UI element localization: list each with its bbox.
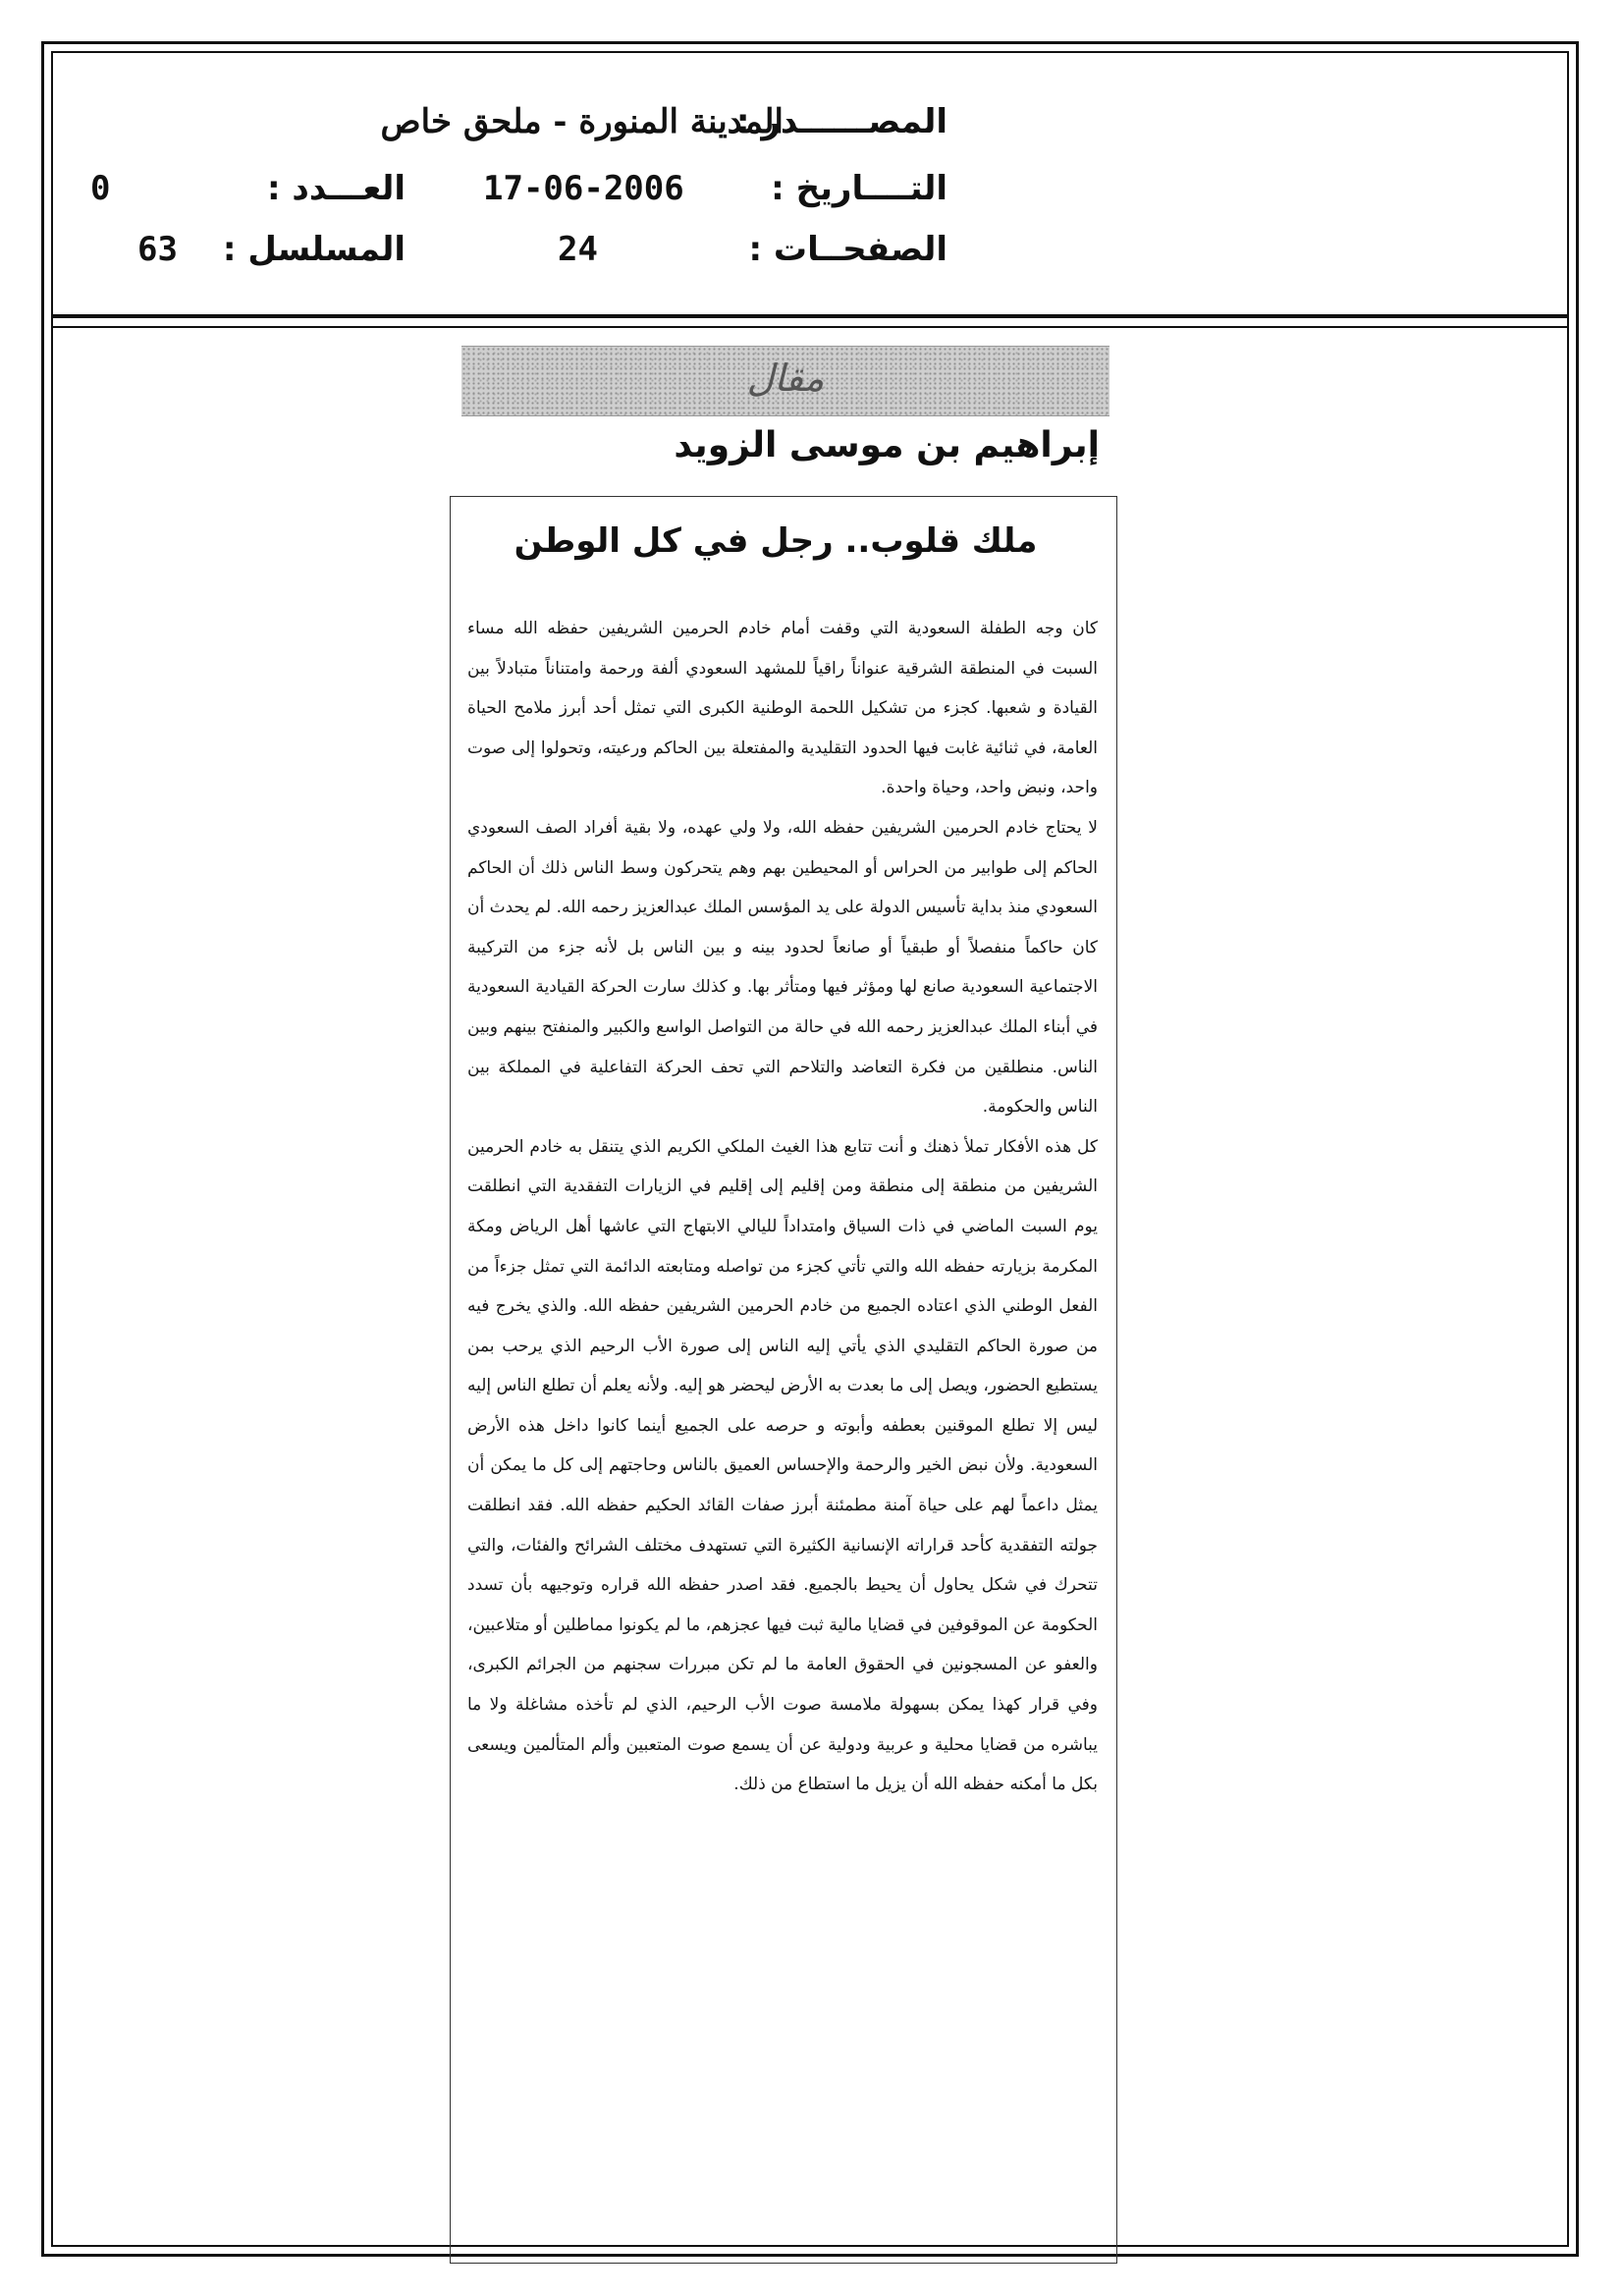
- article-paragraph: كان وجه الطفلة السعودية التي وقفت أمام خادم الحرمين الشريفين حفظه الله مساء السبت في المنطقة الشرقية عنواناً راقياً للمشهد السعودي ألفة ورحمة وامتناناً متبادلاً بين القيادة و شعبها. كجزء من تشكيل اللحمة الوطنية الكبرى التي تمثل أحد أبرز ملامح الحياة العامة، في ثنائية غابت فيها الحدود التقليدية والمفتعلة بين الحاكم ورعيته، وتحولوا إلى صوت واحد، ونبض واحد، وحياة واحدة.: [467, 619, 1098, 798]
- header-separator: [51, 314, 1569, 318]
- pages-value: 24: [558, 230, 598, 269]
- article-paragraph: كل هذه الأفكار تملأ ذهنك و أنت تتابع هذا الغيث الملكي الكريم الذي يتنقل به خادم الحرمين الشريفين من منطقة إلى منطقة ومن إقليم إلى إقليم في الزيارات التفقدية التي انطلقت يوم السبت الماضي في ذات السياق وامتداداً لليالي الابتهاج التي عاشها أهل الرياض ومكة المكرمة بزيارته حفظه الله والتي تأتي كجزء من تواصله ومتابعته الدائمة التي تمثل جزءاً من الفعل الوطني الذي اعتاده الجميع من خادم الحرمين الشريفين حفظه الله. والذي يخرج فيه من صورة الحاكم التقليدي الذي يأتي إليه الناس إلى صورة الأب الرحيم الذي يرحب بمن يستطيع الحضور، ويصل إلى ما بعدت به الأرض ليحضر هو إليه. ولأنه يعلم أن تطلع الناس إليه ليس إلا تطلع الموقنين بعطفه وأبوته و حرصه على الجميع أينما كانوا داخل هذه الأرض السعودية. ولأن نبض الخير والرحمة والإحساس العميق بالناس وحاجتهم إلى كل ما يمكن أن يمثل داعماً لهم على حياة آمنة مطمئنة أبرز صفات القائد الحكيم حفظه الله. فقد انطلقت جولته التفقدية كأحد قراراته الإنسانية الكثيرة التي تستهدف مختلف الشرائح والفئات، والتي تتحرك في شكل يحاول أن يحيط بالجميع. فقد اصدر حفظه الله قراره وتوجيهه بأن تسدد الحكومة عن الموقوفين في قضايا مالية ثبت فيها عجزهم، ما لم يكونوا مماطلين أو متلاعبين، والعفو عن المسجونين في الحقوق العامة ما لم تكن مبررات سجنهم من الجرائم الكبرى، وفي قرار كهذا يمكن بسهولة ملامسة صوت الأب الرحيم، الذي لم تأخذه مشاغلة ولا ما يباشره من قضايا محلية و عربية ودولية عن أن يسمع صوت المتعبين وألم المتألمين ويسعى بكل ما أمكنه حفظه الله أن يزيل ما استطاع من ذلك.: [467, 1136, 1098, 1795]
- source-label: المصــــــدر :: [735, 102, 947, 141]
- article-paragraph: لا يحتاج خادم الحرمين الشريفين حفظه الله، ولا ولي عهده، ولا بقية أفراد الصف السعودي الحاكم إلى طوابير من الحراس أو المحيطين بهم وهم يتحركون وسط الناس ذلك أن الحاكم السعودي منذ بداية تأسيس الدولة على يد المؤسس الملك عبدالعزيز رحمه الله. لم يحدث أن كان حاكماً منفصلاً أو طبقياً أو صانعاً لحدود بينه و بين الناس بل لأنه جزء من التركيبة الاجتماعية السعودية صانع لها ومؤثر فيها ومتأثر بها. و كذلك سارت الحركة القيادية السعودية في أبناء الملك عبدالعزيز رحمه الله في حالة من التواصل الواسع والكبير والمنفتح بينهم وبين الناس. منطلقين من فكرة التعاضد والتلاحم التي تحف الحركة التفاعلية في المملكة بين الناس والحكومة.: [467, 817, 1098, 1118]
- article-body: [467, 609, 1098, 1805]
- serial-value: 63: [137, 230, 178, 269]
- author-name: إبراهيم بن موسى الزويد: [674, 425, 1100, 465]
- issue-label: العـــدد :: [267, 169, 406, 208]
- issue-value: 0: [90, 169, 111, 208]
- article-title: ملك قلوب.. رجل في كل الوطن: [514, 521, 1038, 561]
- source-value: المدينة المنورة - ملحق خاص: [380, 102, 784, 141]
- serial-label: المسلسل :: [222, 230, 406, 269]
- section-banner: [461, 346, 1109, 416]
- section-label: مقال: [746, 356, 825, 400]
- date-value: 17-06-2006: [483, 169, 684, 208]
- pages-label: الصفحــات :: [748, 230, 947, 269]
- date-label: التــــاريخ :: [771, 169, 947, 208]
- header-separator-thin: [51, 326, 1569, 328]
